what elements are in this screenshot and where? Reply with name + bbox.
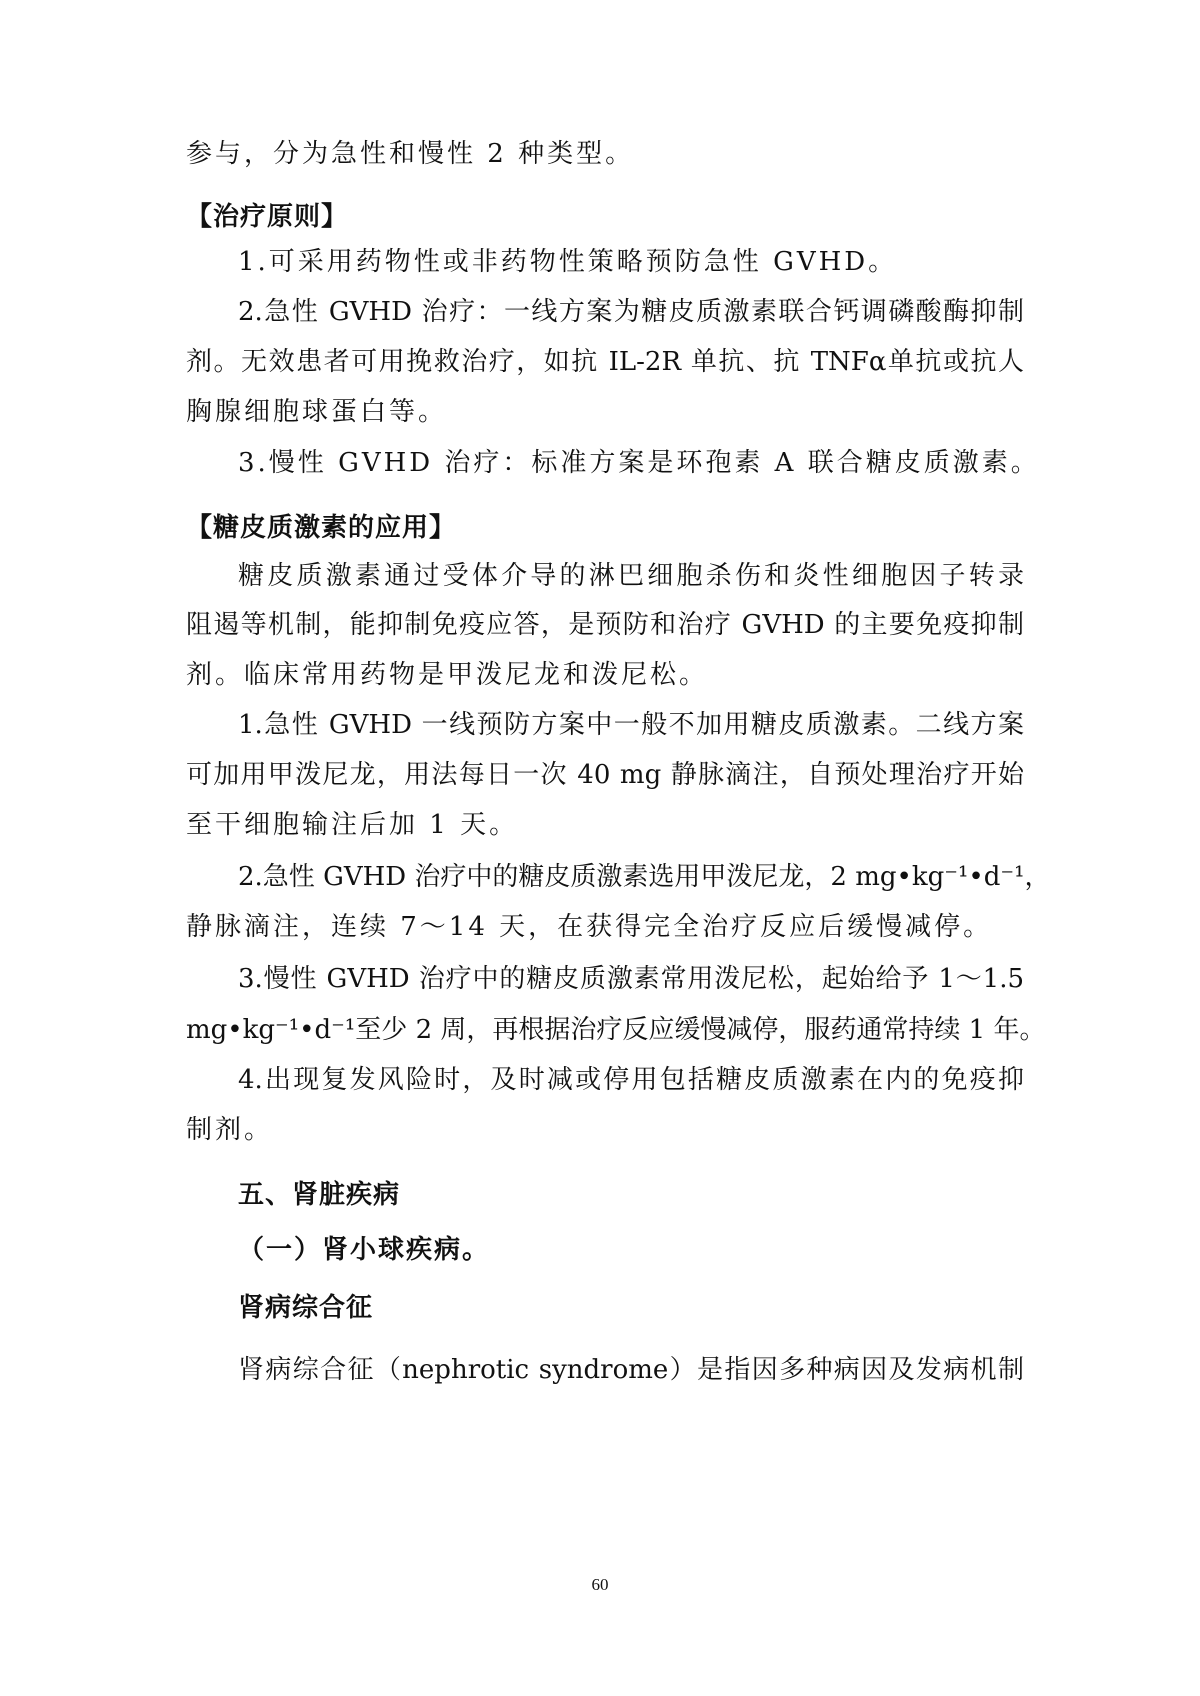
body-text-line: 3.慢性 GVHD 治疗：标准方案是环孢素 A 联合糖皮质激素。 — [238, 448, 1040, 478]
body-text-line: 制剂。 — [186, 1115, 274, 1145]
section-heading-treatment-principles: 【治疗原则】 — [186, 202, 349, 232]
body-text-line: 剂。临床常用药物是甲泼尼龙和泼尼松。 — [186, 660, 709, 690]
topic-heading-nephrotic-syndrome: 肾病综合征 — [238, 1293, 374, 1323]
body-text-line: 至干细胞输注后加 1 天。 — [186, 810, 519, 840]
body-text-line: 剂。无效患者可用挽救治疗，如抗 IL-2R 单抗、抗 TNFα单抗或抗人 — [186, 347, 1024, 377]
body-text-line: 胸腺细胞球蛋白等。 — [186, 397, 448, 427]
body-text-line: mg•kg⁻¹•d⁻¹至少 2 周，再根据治疗反应缓慢减停，服药通常持续 1 年。 — [186, 1015, 1046, 1045]
section-heading-glucocorticoid-use: 【糖皮质激素的应用】 — [186, 513, 457, 543]
body-text-line: 参与，分为急性和慢性 2 种类型。 — [186, 139, 635, 169]
body-text-line: 静脉滴注，连续 7～14 天，在获得完全治疗反应后缓慢减停。 — [186, 912, 993, 942]
body-text-line: 2.急性 GVHD 治疗：一线方案为糖皮质激素联合钙调磷酸酶抑制 — [238, 297, 1024, 327]
body-text-line: 糖皮质激素通过受体介导的淋巴细胞杀伤和炎性细胞因子转录 — [238, 561, 1024, 591]
body-text-line: 1.可采用药物性或非药物性策略预防急性 GVHD。 — [238, 247, 898, 277]
body-text-line: 3.慢性 GVHD 治疗中的糖皮质激素常用泼尼松，起始给予 1～1.5 — [238, 964, 1024, 994]
body-text-line: 2.急性 GVHD 治疗中的糖皮质激素选用甲泼尼龙，2 mg•kg⁻¹•d⁻¹， — [238, 862, 1051, 892]
subsection-heading-glomerular-disease: （一）肾小球疾病。 — [238, 1235, 491, 1265]
body-text-line: 可加用甲泼尼龙，用法每日一次 40 mg 静脉滴注，自预处理治疗开始 — [186, 760, 1024, 790]
chapter-heading-kidney-disease: 五、肾脏疾病 — [238, 1180, 401, 1210]
body-text-line: 1.急性 GVHD 一线预防方案中一般不加用糖皮质激素。二线方案 — [238, 710, 1024, 740]
body-text-line: 4.出现复发风险时，及时减或停用包括糖皮质激素在内的免疫抑 — [238, 1065, 1024, 1095]
body-text-line: 肾病综合征（nephrotic syndrome）是指因多种病因及发病机制 — [238, 1355, 1024, 1385]
body-text-line: 阻遏等机制，能抑制免疫应答，是预防和治疗 GVHD 的主要免疫抑制 — [186, 610, 1024, 640]
page-number: 60 — [591, 1575, 609, 1594]
